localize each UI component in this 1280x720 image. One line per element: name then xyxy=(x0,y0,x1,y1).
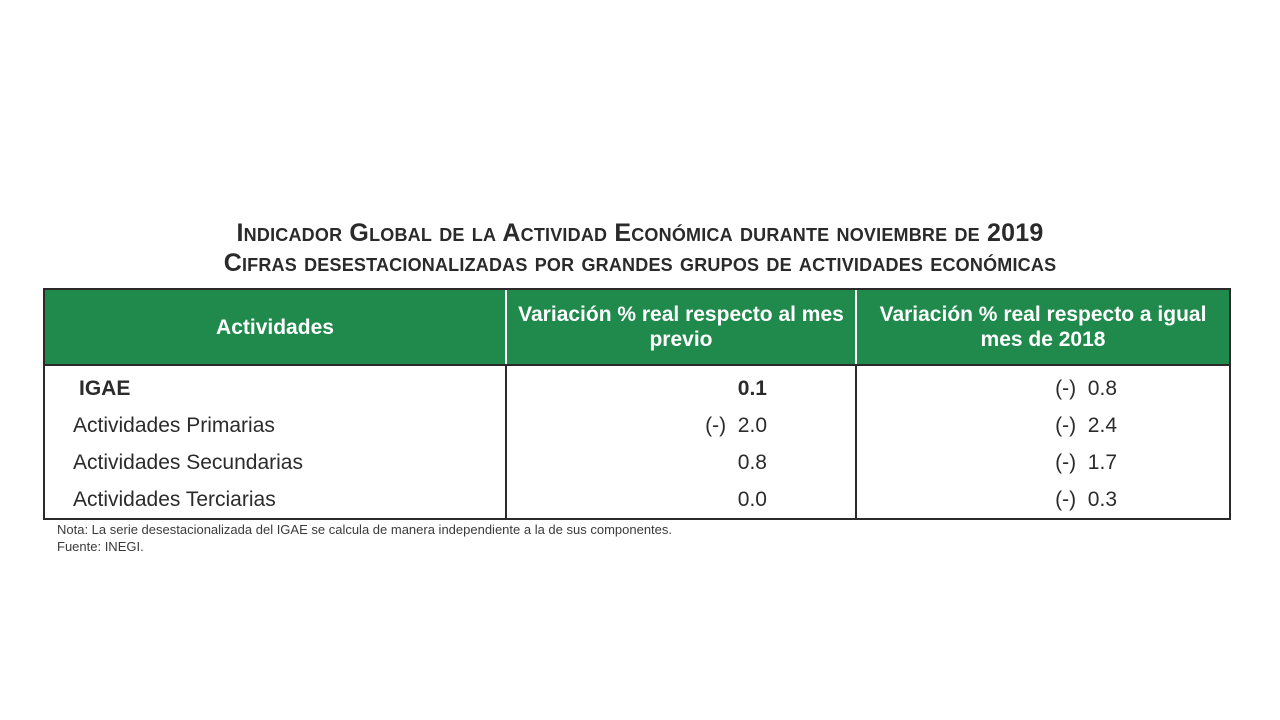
header-actividades: Actividades xyxy=(44,289,506,365)
row-label: Actividades Primarias xyxy=(44,407,506,444)
source-text: Fuente: INEGI. xyxy=(57,539,144,554)
row-label: Actividades Secundarias xyxy=(44,444,506,481)
note-text: Nota: La serie desestacionalizada del IGAE se calcula de manera independiente a la de sus componentes. xyxy=(57,522,672,537)
row-monthly-value: 0.1 xyxy=(506,365,856,407)
table-row xyxy=(44,444,1230,481)
row-label: Actividades Terciarias xyxy=(44,481,506,519)
row-annual-value: (-) 0.3 xyxy=(856,481,1230,519)
table-header-row xyxy=(44,289,1230,365)
row-monthly-value: 0.8 xyxy=(506,444,856,481)
row-annual-value: (-) 0.8 xyxy=(856,365,1230,407)
data-table-container xyxy=(43,288,1229,520)
table-title xyxy=(0,218,1280,278)
title-line-2: Cifras desestacionalizadas por grandes grupos de actividades económicas xyxy=(223,249,1057,277)
table-row xyxy=(44,365,1230,407)
row-annual-value: (-) 1.7 xyxy=(856,444,1230,481)
title-line-1: Indicador Global de la Actividad Económica durante noviembre de 2019 xyxy=(236,219,1044,247)
header-variacion-anual: Variación % real respecto a igual mes de 2018 xyxy=(856,289,1230,365)
row-annual-value: (-) 2.4 xyxy=(856,407,1230,444)
row-monthly-value: (-) 2.0 xyxy=(506,407,856,444)
row-monthly-value: 0.0 xyxy=(506,481,856,519)
table-row xyxy=(44,407,1230,444)
table-row xyxy=(44,481,1230,519)
footnote xyxy=(57,521,672,555)
activity-table xyxy=(43,288,1231,520)
row-label: IGAE xyxy=(44,365,506,407)
header-variacion-mes-previo: Variación % real respecto al mes previo xyxy=(506,289,856,365)
